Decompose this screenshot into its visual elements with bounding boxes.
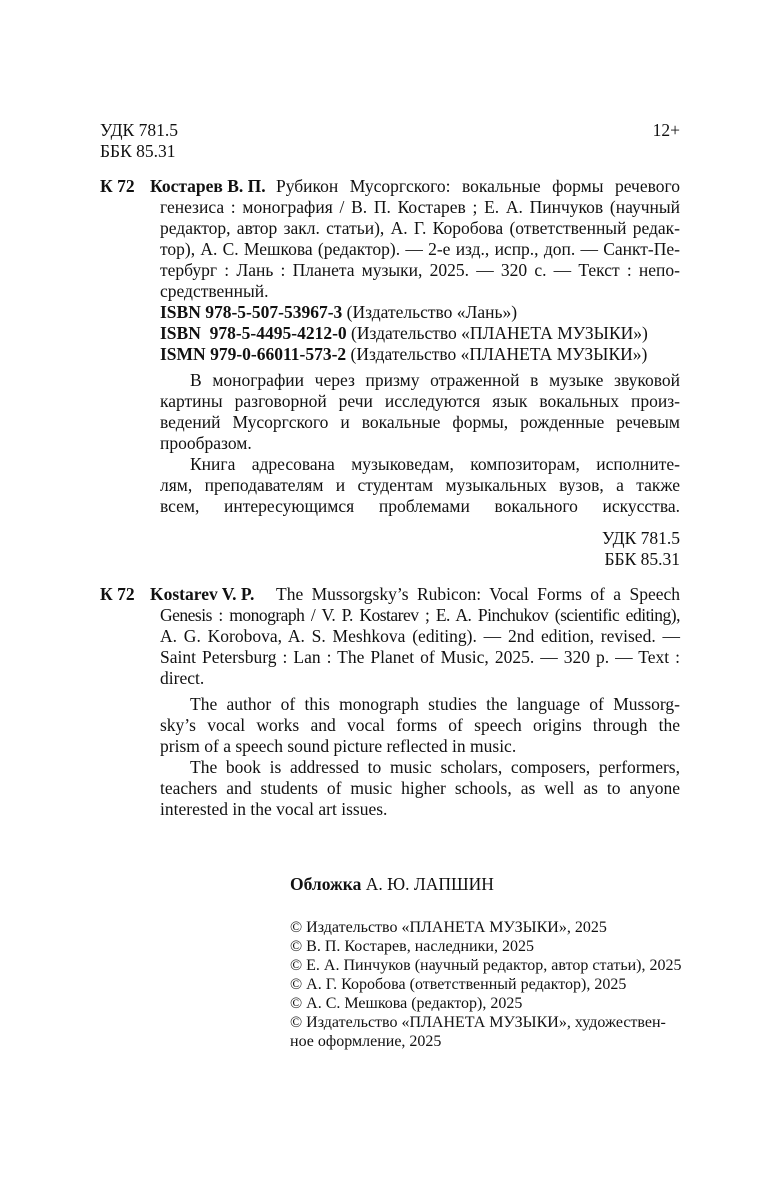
- copyright-line: © Е. А. Пинчуков (научный редактор, автор статьи), 2025: [290, 957, 682, 974]
- en-desc-line: The Mussorgsky’s Rubicon: Vocal Forms of a Speech: [276, 584, 680, 604]
- en-desc-line: A. G. Korobova, A. S. Meshkova (editing). — 2nd edition, revised. —: [160, 626, 680, 646]
- ru-abstract-line: В монографии через призму отраженной в музыке звуковой: [190, 370, 680, 390]
- copyright-line: © А. С. Мешкова (редактор), 2025: [290, 995, 523, 1012]
- en-abstract-line: prism of a speech sound picture reflected in music.: [160, 736, 517, 756]
- isbn-label: ISBN 978-5-507-53967-3: [160, 302, 343, 322]
- ru-abstract-line: лям, преподавателям и студентам музыкальных вузов, а также: [160, 475, 680, 495]
- cover-name: А. Ю. ЛАПШИН: [365, 874, 494, 894]
- en-abstract-line: interested in the vocal art issues.: [160, 799, 388, 819]
- ru-desc-line: тербург : Лань : Планета музыки, 2025. — 320 с. — Текст : непо-: [160, 260, 680, 280]
- isbn-publisher: (Издательство «Лань»): [346, 302, 518, 322]
- ismn-label: ISMN 979-0-66011-573-2: [160, 344, 347, 364]
- en-abstract-line: teachers and students of music higher schools, as well as to anyone: [160, 778, 680, 798]
- en-desc-line: Saint Petersburg : Lan : The Planet of Music, 2025. — 320 p. — Text :: [160, 647, 680, 667]
- ru-entry-bbk: ББК 85.31: [604, 549, 680, 569]
- copyright-line: © Издательство «ПЛАНЕТА МУЗЫКИ», художествен-: [290, 1014, 666, 1031]
- cover-credit: [290, 874, 494, 894]
- copyright-line: © В. П. Костарев, наследники, 2025: [290, 938, 534, 955]
- age-rating: 12+: [652, 120, 680, 140]
- isbn-publisher: (Издательство «ПЛАНЕТА МУЗЫКИ»): [351, 323, 648, 343]
- ru-desc-line: средственный.: [160, 281, 269, 301]
- ru-abstract-line: Книга адресована музыковедам, композиторам, исполните-: [190, 454, 680, 474]
- isbn-line: [160, 323, 648, 343]
- ru-abstract-line: всем, интересующимся проблемами вокального искусства.: [160, 496, 680, 516]
- en-entry-author: Kostarev V. P.: [150, 584, 255, 604]
- ru-entry-author: Костарев В. П.: [150, 176, 266, 196]
- isbn-label: ISBN 978-5-4495-4212-0: [160, 323, 347, 343]
- isbn-line: [160, 302, 517, 322]
- copyright-line: © Издательство «ПЛАНЕТА МУЗЫКИ», 2025: [290, 919, 607, 936]
- ru-entry-udk: УДК 781.5: [602, 528, 680, 548]
- ismn-publisher: (Издательство «ПЛАНЕТА МУЗЫКИ»): [350, 344, 648, 364]
- copyright-line: © А. Г. Коробова (ответственный редактор), 2025: [290, 976, 627, 993]
- en-desc-line: direct.: [160, 668, 205, 688]
- ru-desc-line: генезиса : монография / В. П. Костарев ; Е. А. Пинчуков (научный: [160, 197, 680, 217]
- ismn-line: [160, 344, 647, 364]
- ru-desc-line: редактор, автор закл. статьи), А. Г. Коробова (ответственный редак-: [160, 218, 680, 238]
- en-abstract-line: sky’s vocal works and vocal forms of speech origins through the: [160, 715, 680, 735]
- ru-entry-code: К 72: [100, 176, 135, 196]
- header-udk: УДК 781.5: [100, 120, 178, 140]
- copyright-line: ное оформление, 2025: [290, 1033, 442, 1050]
- ru-abstract-line: ведений Мусоргского и вокальные формы, рожденные речевым: [160, 412, 680, 432]
- en-abstract-line: The author of this monograph studies the language of Mussorg-: [190, 694, 680, 714]
- ru-desc-line: Рубикон Мусоргского: вокальные формы речевого: [276, 176, 680, 196]
- en-desc-line: Genesis : monograph / V. P. Kostarev ; E. A. Pinchukov (scientific editing),: [160, 605, 680, 625]
- en-entry-code: К 72: [100, 584, 135, 604]
- header-bbk: ББК 85.31: [100, 141, 176, 161]
- cover-label: Обложка: [290, 874, 362, 894]
- en-abstract-line: The book is addressed to music scholars, composers, performers,: [190, 757, 680, 777]
- ru-desc-line: тор), А. С. Мешкова (редактор). — 2-е изд., испр., доп. — Санкт-Пе-: [160, 239, 680, 259]
- ru-abstract-line: картины разговорной речи исследуются язык вокальных произ-: [160, 391, 680, 411]
- ru-abstract-line: прообразом.: [160, 433, 252, 453]
